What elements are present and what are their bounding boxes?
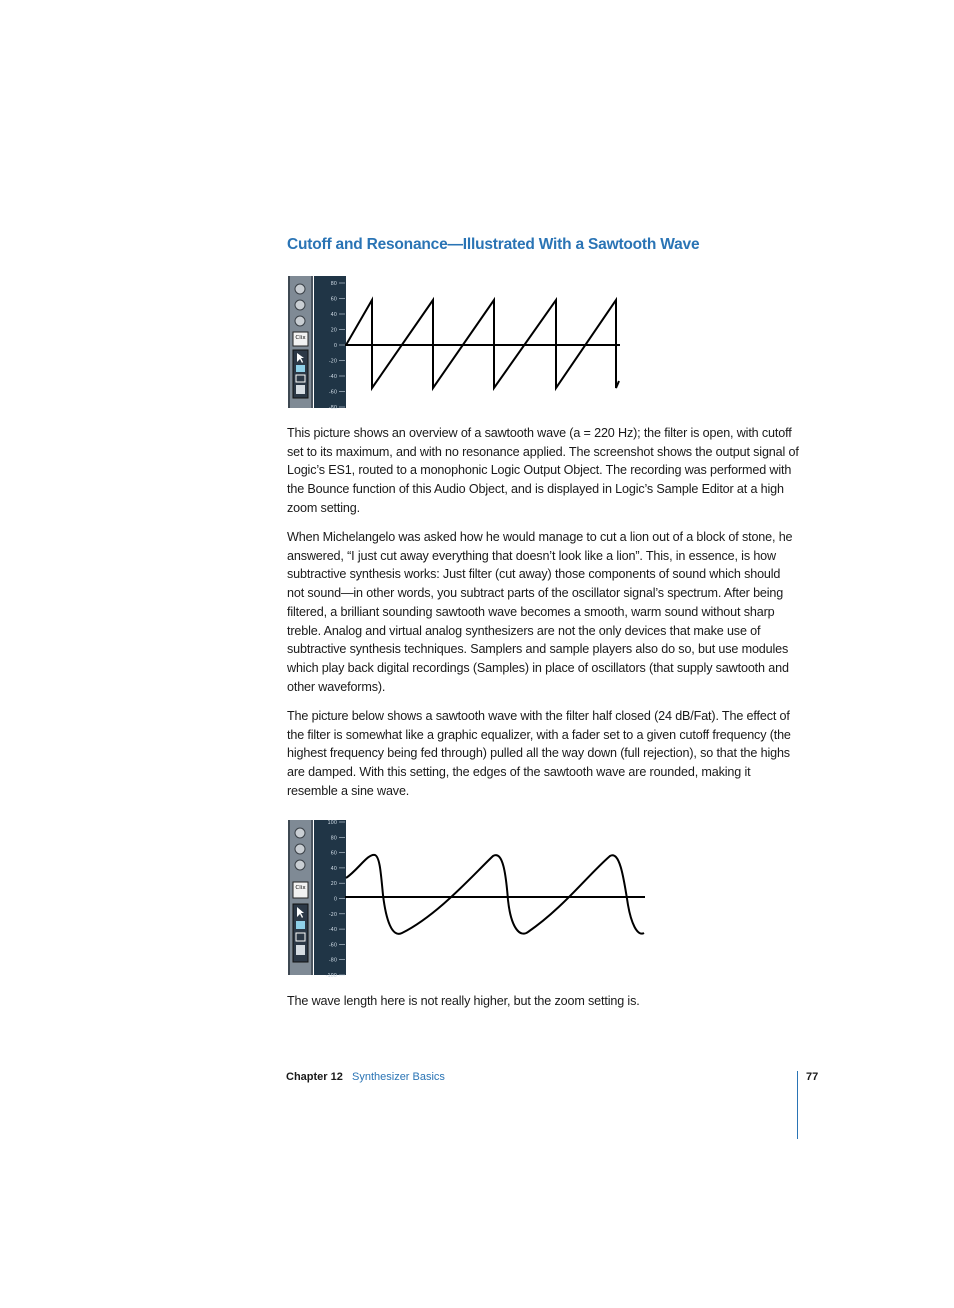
solo-tool-icon[interactable] bbox=[295, 860, 305, 870]
amplitude-scale bbox=[314, 820, 346, 975]
clip-label: Clix bbox=[295, 885, 306, 891]
section-heading: Cutoff and Resonance—Illustrated With a Sawtooth Wave bbox=[287, 236, 700, 253]
scrub-tool-icon[interactable] bbox=[295, 300, 305, 310]
scale-tick-label: -60 bbox=[328, 942, 337, 949]
hand-tool-icon[interactable] bbox=[296, 945, 305, 955]
scale-tick-label: 40 bbox=[330, 865, 337, 872]
scale-tick-label: -100 bbox=[325, 973, 337, 979]
sawtooth-filtered-figure bbox=[288, 820, 648, 979]
pencil-tool-icon[interactable] bbox=[296, 921, 305, 929]
scale-tick-label: -20 bbox=[328, 911, 337, 918]
scale-tick-label: 20 bbox=[330, 881, 337, 888]
scale-tick-label: -80 bbox=[328, 957, 337, 964]
footer-section-title: Synthesizer Basics bbox=[352, 1071, 445, 1083]
scrub-tool-icon[interactable] bbox=[295, 844, 305, 854]
pencil-tool-icon[interactable] bbox=[296, 365, 305, 372]
solo-tool-icon[interactable] bbox=[295, 316, 305, 326]
scale-tick-label: 60 bbox=[330, 850, 337, 857]
speaker-tool-icon[interactable] bbox=[295, 284, 305, 294]
paragraph-1: This picture shows an overview of a sawtooth wave (a = 220 Hz); the filter is open, with cutoff set to its maximum, and with no resonance applied. The screenshot shows the output signal of Logic’s ES1, routed to a monophonic Logic Output Object. The recording was performed with the Bounce function of this Audio Object, and is displayed in Logic’s Sample Editor at a high zoom setting. bbox=[287, 426, 799, 515]
paragraph-2: When Michelangelo was asked how he would manage to cut a lion out of a block of stone, he answered, “I just cut away everything that doesn’t look like a lion”. This, in essence, is how subtractive synthesis works: Just filter (cut away) those components of sound which should not sound—in other words, you subtract parts of the oscillator signal’s spectrum. After being filtered, a brilliant sounding sawtooth wave becomes a smooth, warm sound without sharp treble. Analog and virtual analog synthesizers are not the only devices that make use of subtractive synthesis techniques. Samplers and sample players also do so, but use modules which play back digital recordings (Samples) in place of oscillators (that supply sawtooth and other waveforms). bbox=[287, 530, 793, 694]
paragraph-3: The picture below shows a sawtooth wave with the filter half closed (24 dB/Fat). The effect of the filter is somewhat like a graphic equalizer, with a fader set to a given cutoff frequency (the highest frequency being fed through) pulled all the way down (full rejection), so that the highs are damped. With this setting, the edges of the sawtooth wave are rounded, making it resemble a sine wave. bbox=[287, 709, 791, 798]
scale-tick-label: 60 bbox=[330, 296, 337, 303]
page-number: 77 bbox=[806, 1071, 819, 1083]
footer-chapter-label: Chapter 12 bbox=[286, 1071, 343, 1083]
scale-tick-label: 20 bbox=[330, 327, 337, 334]
scale-tick-label: 40 bbox=[330, 312, 337, 318]
sample-editor-toolbar bbox=[288, 820, 313, 975]
hand-tool-icon[interactable] bbox=[296, 385, 305, 394]
paragraph-4: The wave length here is not really higher, but the zoom setting is. bbox=[287, 994, 640, 1008]
footer-divider bbox=[797, 1071, 798, 1139]
scale-tick-label: 0 bbox=[333, 343, 337, 349]
sample-editor-toolbar bbox=[288, 276, 313, 408]
scale-tick-label: -40 bbox=[328, 374, 337, 380]
scale-tick-label: 80 bbox=[330, 835, 337, 842]
scale-tick-label: -80 bbox=[328, 405, 337, 411]
scale-tick-label: -60 bbox=[328, 389, 337, 396]
scale-tick-label: -20 bbox=[328, 358, 337, 365]
scale-tick-label: 0 bbox=[333, 896, 337, 903]
scale-tick-label: 80 bbox=[330, 281, 337, 287]
clip-label: Clix bbox=[295, 335, 306, 341]
speaker-tool-icon[interactable] bbox=[295, 828, 305, 838]
scale-tick-label: -40 bbox=[328, 927, 337, 934]
sawtooth-open-filter-figure bbox=[288, 276, 623, 411]
scale-tick-label: 100 bbox=[327, 820, 337, 826]
